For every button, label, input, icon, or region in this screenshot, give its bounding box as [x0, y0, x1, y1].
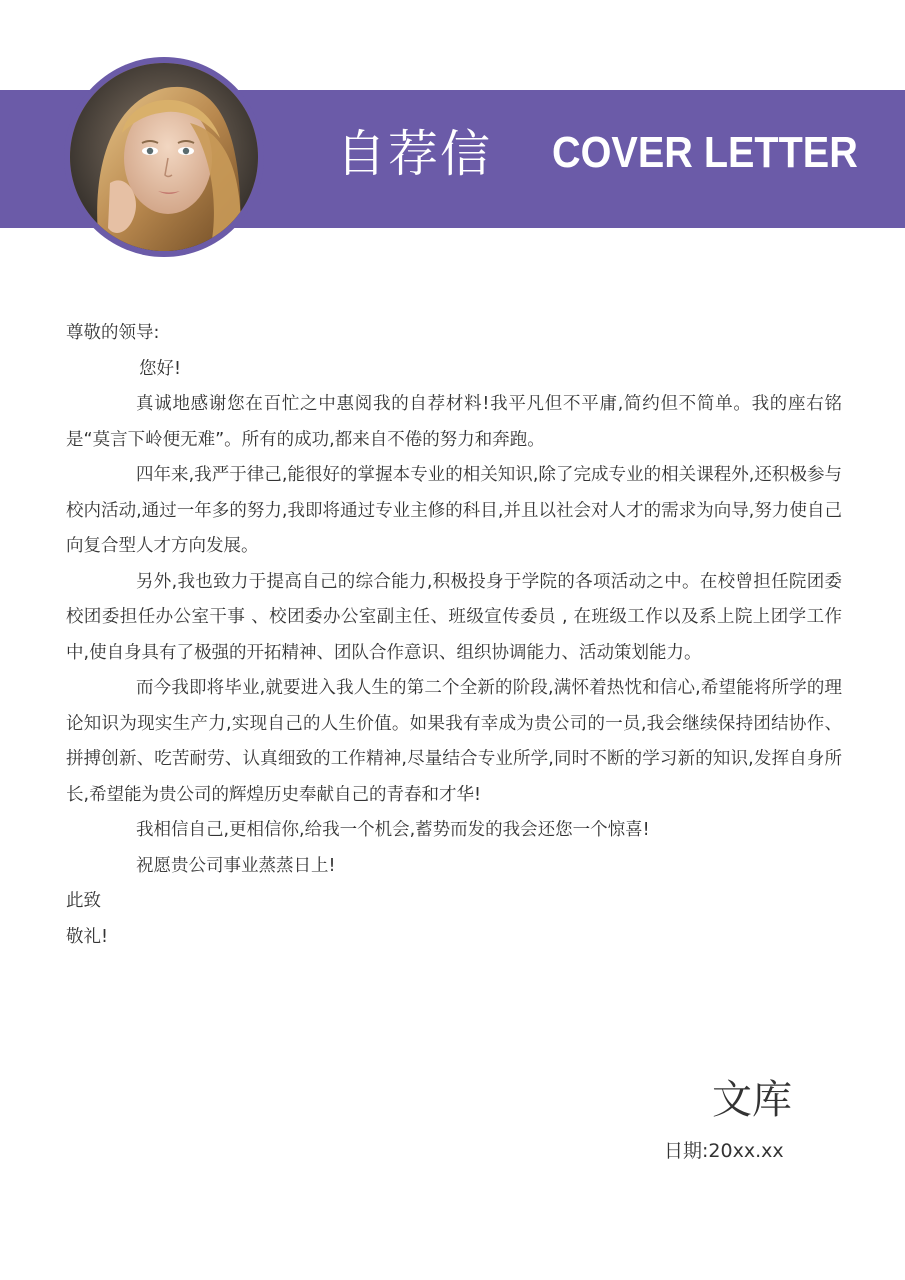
avatar — [70, 63, 258, 251]
salutation: 尊敬的领导: — [66, 323, 160, 343]
date: 日期:20xx.xx — [664, 1140, 784, 1162]
signature: 文库 — [712, 1077, 792, 1123]
paragraph-1: 真诚地感谢您在百忙之中惠阅我的自荐材料!我平凡但不平庸,简约但不简单。我的座右铭是“莫言下岭便无难”。所有的成功,都来自不倦的努力和奔跑。 — [66, 394, 842, 450]
paragraph-2: 四年来,我严于律己,能很好的掌握本专业的相关知识,除了完成专业的相关课程外,还积极参与校内活动,通过一年多的努力,我即将通过专业主修的科目,并且以社会对人才的需求为向导,努力使自己向复合型人才方向发展。 — [66, 465, 842, 556]
paragraph-4: 而今我即将毕业,就要进入我人生的第二个全新的阶段,满怀着热忱和信心,希望能将所学的理论知识为现实生产力,实现自己的人生价值。如果我有幸成为贵公司的一员,我会继续保持团结协作、拼搏创新、吃苦耐劳、认真细致的工作精神,尽量结合专业所学,同时不断的学习新的知识,发挥自身所长,希望能为贵公司的辉煌历史奉献自己的青春和才华! — [66, 678, 842, 805]
title-chinese: 自荐信 — [336, 125, 492, 183]
closing-line-2: 敬礼! — [66, 926, 109, 947]
paragraph-3: 另外,我也致力于提高自己的综合能力,积极投身于学院的各项活动之中。在校曾担任院团委校团委担任办公室干事 、校团委办公室副主任、班级宣传委员 , 在班级工作以及系上院上团学工作中,使自身具有了极强的开拓精神、团队合作意识、组织协调能力、活动策划能力。 — [66, 571, 842, 663]
title-english: COVER LETTER — [552, 128, 858, 177]
letter-body — [66, 316, 842, 955]
closing-line-1: 此致 — [66, 891, 101, 911]
greeting: 您好! — [139, 358, 182, 379]
portrait-photo-icon — [70, 63, 258, 251]
paragraph-6: 祝愿贵公司事业蒸蒸日上! — [136, 855, 336, 876]
paragraph-5: 我相信自己,更相信你,给我一个机会,蓄势而发的我会还您一个惊喜! — [136, 820, 650, 840]
